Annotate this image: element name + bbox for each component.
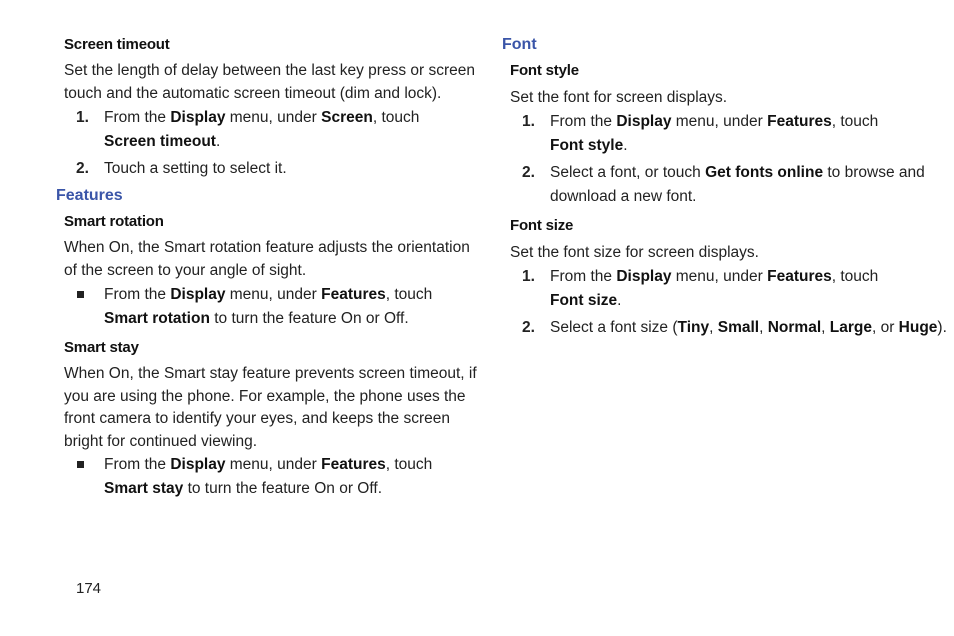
step-number: 1. <box>76 109 89 126</box>
features-heading: Features <box>56 187 123 204</box>
font-size-description: Set the font size for screen displays. <box>510 244 759 261</box>
features-menu-ref: Features <box>321 456 386 473</box>
size-huge-ref: Huge <box>898 319 938 336</box>
smart-stay-description: When On, the Smart stay feature prevents screen timeout, if you are using the phone. For example, the phone uses the front camera to identify your eyes, and keeps the screen bright for continued viewing. <box>64 365 477 450</box>
screen-timeout-description: Set the length of delay between the last key press or screen touch and the automatic screen timeout (dim and lock). <box>64 62 475 102</box>
display-menu-ref: Display <box>170 456 226 473</box>
features-menu-ref: Features <box>767 268 832 285</box>
size-normal-ref: Normal <box>767 319 822 336</box>
size-small-ref: Small <box>717 319 760 336</box>
display-menu-ref: Display <box>170 109 226 126</box>
smart-rotation-option-ref: Smart rotation <box>104 310 210 327</box>
screen-menu-ref: Screen <box>321 109 373 126</box>
bullet-square-icon <box>77 461 84 468</box>
smart-rotation-title: Smart rotation <box>64 213 164 230</box>
font-heading: Font <box>502 36 537 53</box>
size-large-ref: Large <box>829 319 872 336</box>
screen-timeout-title: Screen timeout <box>64 36 170 53</box>
step-number: 1. <box>522 113 535 130</box>
display-menu-ref: Display <box>616 268 672 285</box>
bullet-square-icon <box>77 291 84 298</box>
font-size-option-ref: Font size <box>550 292 618 309</box>
font-style-option-ref: Font style <box>550 137 624 154</box>
step-number: 2. <box>522 164 535 181</box>
step-number: 2. <box>76 160 89 177</box>
size-tiny-ref: Tiny <box>677 319 710 336</box>
font-size-title: Font size <box>510 217 574 234</box>
features-menu-ref: Features <box>767 113 832 130</box>
smart-stay-option-ref: Smart stay <box>104 480 184 497</box>
smart-rotation-description: When On, the Smart rotation feature adjusts the orientation of the screen to your angle of sight. <box>64 239 470 279</box>
get-fonts-online-ref: Get fonts online <box>705 164 824 181</box>
step-number: 1. <box>522 268 535 285</box>
font-style-description: Set the font for screen displays. <box>510 89 728 106</box>
features-menu-ref: Features <box>321 286 386 303</box>
smart-stay-title: Smart stay <box>64 339 139 356</box>
page-number: 174 <box>76 580 102 597</box>
display-menu-ref: Display <box>616 113 672 130</box>
font-style-title: Font style <box>510 62 579 79</box>
step-number: 2. <box>522 319 535 336</box>
display-menu-ref: Display <box>170 286 226 303</box>
screen-timeout-option-ref: Screen timeout <box>104 133 216 150</box>
